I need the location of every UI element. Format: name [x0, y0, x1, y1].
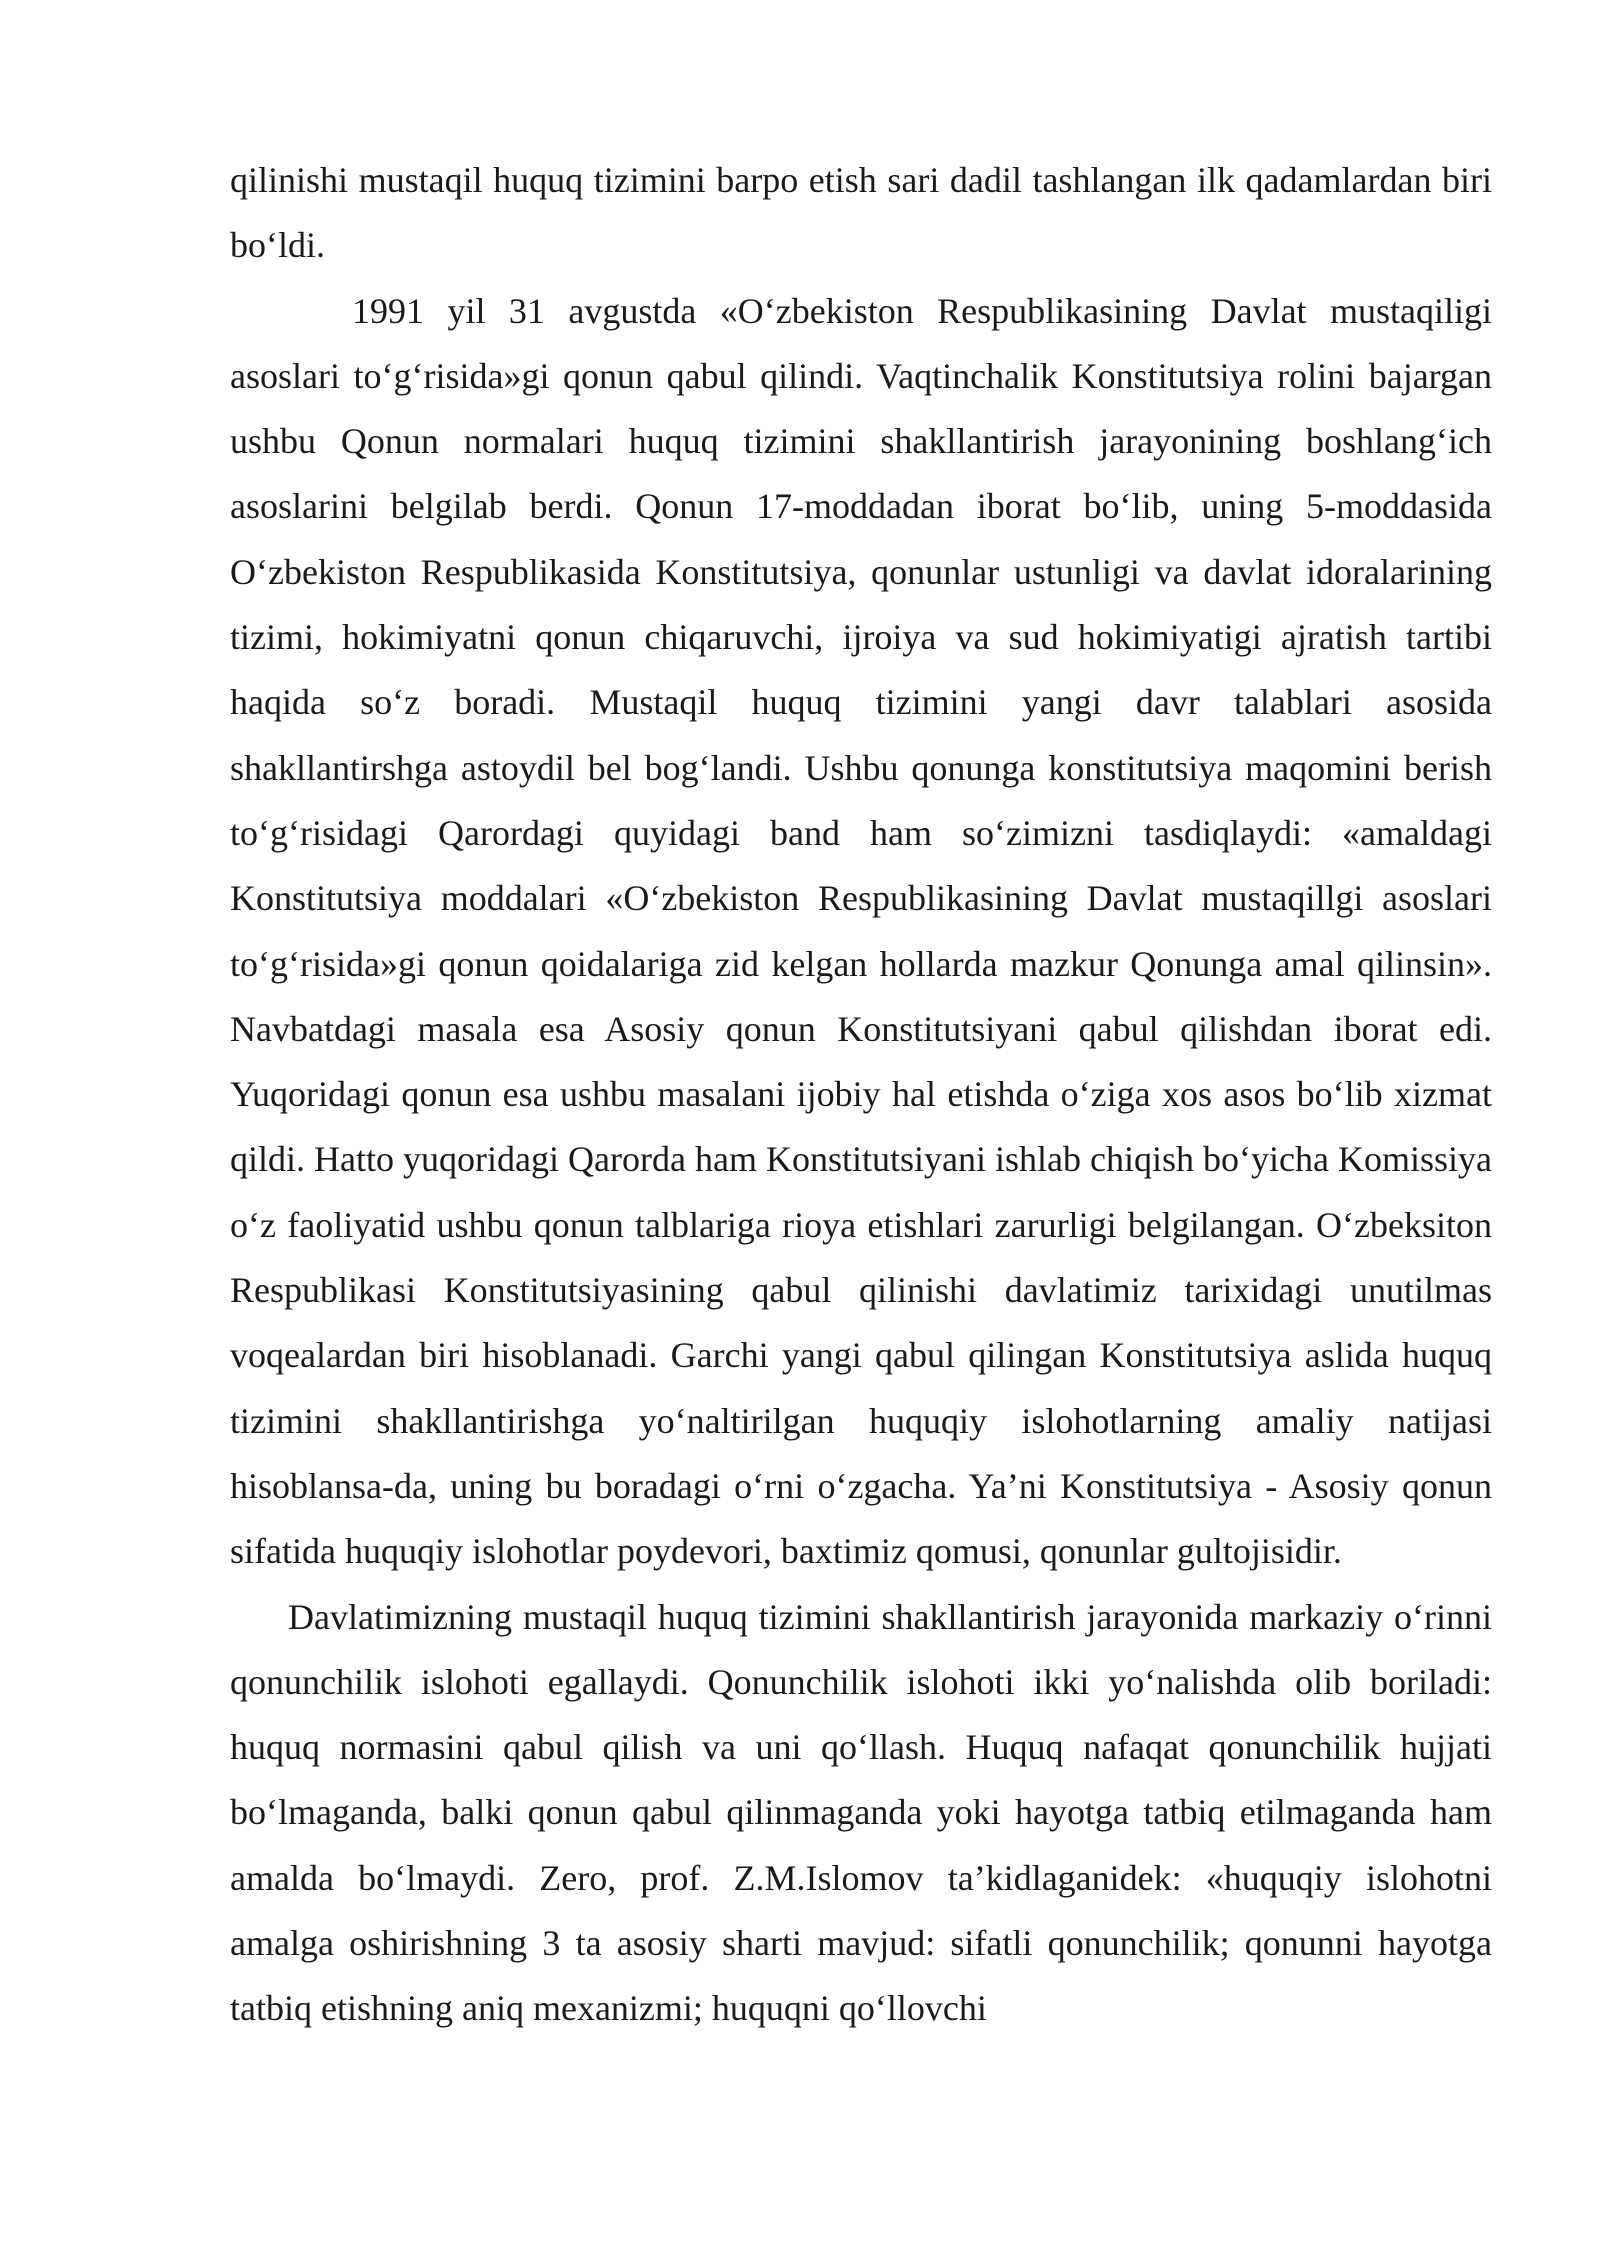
paragraph-law-1991: 1991 yil 31 avgustda «O‘zbekiston Respublikasining Davlat mustaqiligi asoslari to‘g‘risida»gi qonun qabul qilindi. Vaqtinchalik Konstitutsiya rolini bajargan ushbu Qonun normalari huquq tizimini shakllantirish jarayonining boshlang‘ich asoslarini belgilab berdi. Qonun 17-moddadan iborat bo‘lib, uning 5-moddasida O‘zbekiston Respublikasida Konstitutsiya, qonunlar ustunligi va davlat idoralarining tizimi, hokimiyatni qonun chiqaruvchi, ijroiya va sud hokimiyatigi ajratish tartibi haqida so‘z boradi. Mustaqil huquq tizimini yangi davr talablari asosida shakllantirshga astoydil bel bog‘landi. Ushbu qonunga konstitutsiya maqomini berish to‘g‘risidagi Qarordagi quyidagi band ham so‘zimizni tasdiqlaydi: «amaldagi Konstitutsiya moddalari «O‘zbekiston Respublikasining Davlat mustaqillgi asoslari to‘g‘risida»gi qonun qoidalariga zid kelgan hollarda mazkur Qonunga amal qilinsin». Navbatdagi masala esa Asosiy qonun Konstitutsiyani qabul qilishdan iborat edi. Yuqoridagi qonun esa ushbu masalani ijobiy hal etishda o‘ziga xos asos bo‘lib xizmat qildi. Hatto yuqoridagi Qarorda ham Konstitutsiyani ishlab chiqish bo‘yicha Komissiya o‘z faoliyatid ushbu qonun talblariga rioya etishlari zarurligi belgilangan. O‘zbeksiton Respublikasi Konstitutsiyasining qabul qilinishi davlatimiz tarixidagi unutilmas voqealardan biri hisoblanadi. Garchi yangi qabul qilingan Konstitutsiya aslida huquq tizimini shakllantirishga yo‘naltirilgan huquqiy islohotlarning amaliy natijasi hisoblansa-da, uning bu boradagi o‘rni o‘zgacha. Ya’ni Konstitutsiya - Asosiy qonun sifatida huquqiy islohotlar poydevori, baxtimiz qomusi, qonunlar gultojisidir.: [230, 290, 1492, 1572]
body-text: [230, 148, 1492, 2042]
paragraph-continued: qilinishi mustaqil huquq tizimini barpo etish sari dadil tashlangan ilk qadamlardan biri bo‘ldi.: [230, 160, 1492, 266]
paragraph-legislative-reform: Davlatimizning mustaqil huquq tizimini shakllantirish jarayonida markaziy o‘rinni qonunchilik islohoti egallaydi. Qonunchilik islohoti ikki yo‘nalishda olib boriladi: huquq normasini qabul qilish va uni qo‘llash. Huquq nafaqat qonunchilik hujjati bo‘lmaganda, balki qonun qabul qilinmaganda yoki hayotga tatbiq etilmaganda ham amalda bo‘lmaydi. Zero, prof. Z.M.Islomov ta’kidlaganidek: «huquqiy islohotni amalga oshirishning 3 ta asosiy sharti mavjud: sifatli qonunchilik; qonunni hayotga tatbiq etishning aniq mexanizmi; huquqni qo‘llovchi: [230, 1596, 1492, 2029]
